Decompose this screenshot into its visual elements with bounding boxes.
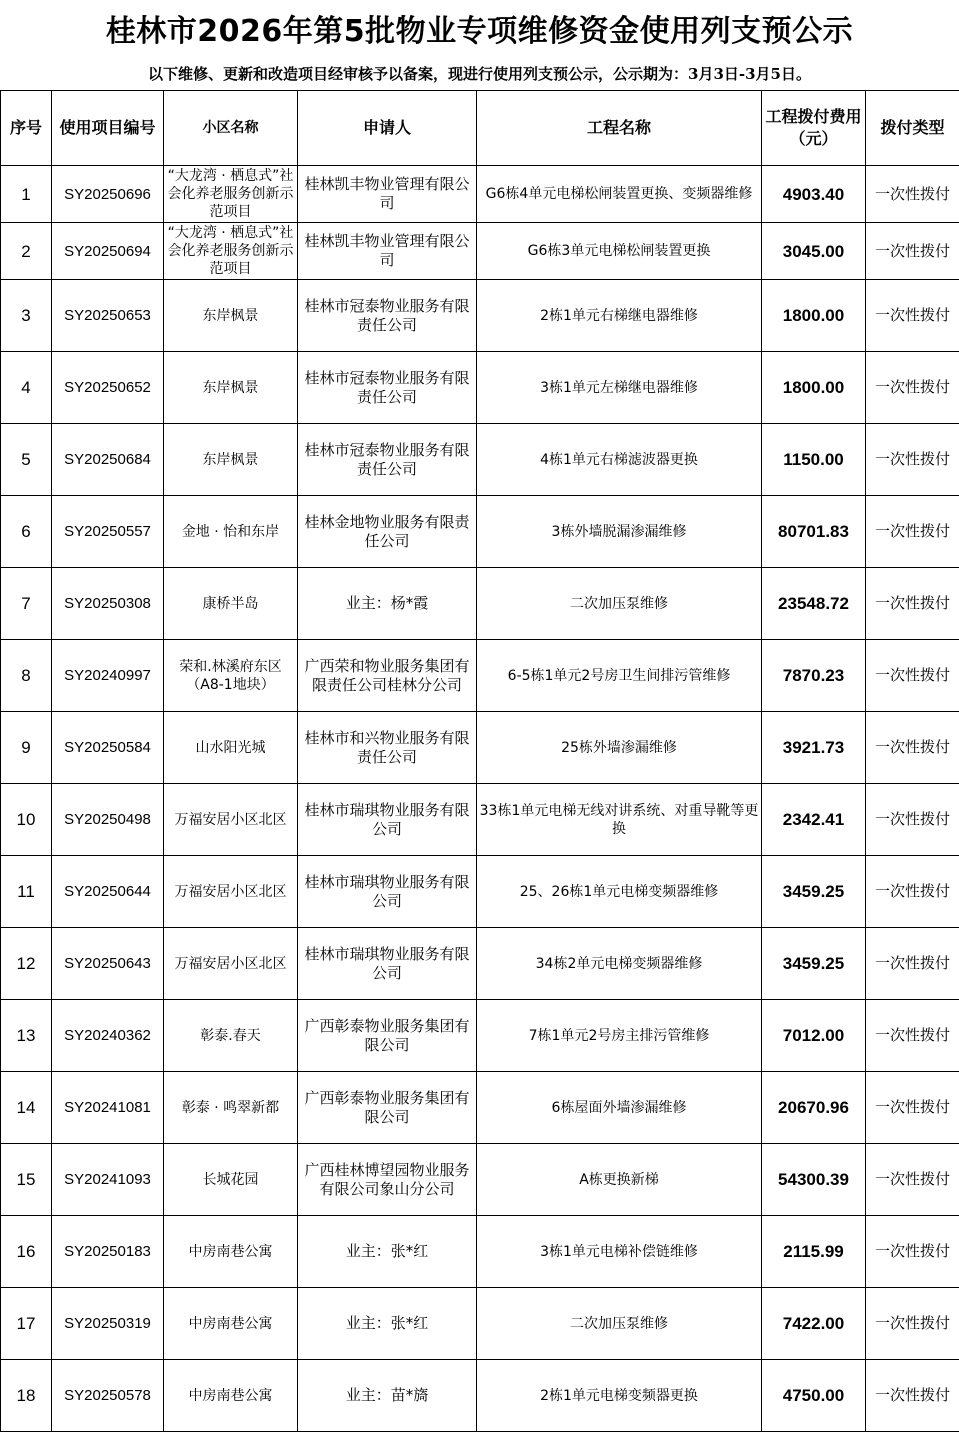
cell-fee: 4750.00 [762,1360,866,1432]
cell-applicant: 业主：杨*霞 [298,568,477,640]
cell-fee: 4903.40 [762,166,866,223]
cell-seq: 1 [1,166,52,223]
cell-project-code: SY20250498 [52,784,164,856]
cell-community: “大龙湾 · 栖息式”社会化养老服务创新示范项目 [164,166,298,223]
cell-applicant: 桂林凯丰物业管理有限公司 [298,223,477,280]
cell-applicant: 业主：苗*旖 [298,1360,477,1432]
cell-project-name: 3栋1单元左梯继电器维修 [477,352,762,424]
cell-project-name: 2栋1单元电梯变频器更换 [477,1360,762,1432]
cell-fee: 2115.99 [762,1216,866,1288]
cell-project-name: 25栋外墙渗漏维修 [477,712,762,784]
cell-fee: 7422.00 [762,1288,866,1360]
cell-payment-type: 一次性拨付 [866,1216,959,1288]
cell-project-code: SY20250578 [52,1360,164,1432]
header-project-code: 使用项目编号 [52,91,164,166]
cell-project-code: SY20241093 [52,1144,164,1216]
cell-applicant: 广西彰泰物业服务集团有限公司 [298,1072,477,1144]
cell-fee: 54300.39 [762,1144,866,1216]
cell-community: 彰泰 · 鸣翠新都 [164,1072,298,1144]
cell-project-code: SY20240362 [52,1000,164,1072]
cell-seq: 16 [1,1216,52,1288]
cell-seq: 6 [1,496,52,568]
cell-fee: 2342.41 [762,784,866,856]
cell-payment-type: 一次性拨付 [866,1144,959,1216]
cell-seq: 7 [1,568,52,640]
cell-applicant: 桂林市冠泰物业服务有限责任公司 [298,352,477,424]
cell-payment-type: 一次性拨付 [866,1000,959,1072]
table-row [1,1216,959,1288]
cell-payment-type: 一次性拨付 [866,352,959,424]
cell-project-code: SY20250557 [52,496,164,568]
header-project-name: 工程名称 [477,91,762,166]
cell-fee: 20670.96 [762,1072,866,1144]
cell-seq: 9 [1,712,52,784]
cell-payment-type: 一次性拨付 [866,166,959,223]
cell-seq: 4 [1,352,52,424]
table-row [1,784,959,856]
cell-fee: 3045.00 [762,223,866,280]
cell-project-code: SY20241081 [52,1072,164,1144]
cell-seq: 8 [1,640,52,712]
cell-applicant: 桂林凯丰物业管理有限公司 [298,166,477,223]
cell-community: 东岸枫景 [164,424,298,496]
cell-seq: 17 [1,1288,52,1360]
cell-seq: 10 [1,784,52,856]
cell-seq: 14 [1,1072,52,1144]
table-row [1,1000,959,1072]
cell-applicant: 桂林市瑞琪物业服务有限公司 [298,784,477,856]
table-row [1,1360,959,1432]
cell-applicant: 业主：张*红 [298,1216,477,1288]
cell-project-name: 3栋1单元电梯补偿链维修 [477,1216,762,1288]
header-seq: 序号 [1,91,52,166]
table-row [1,1072,959,1144]
cell-project-code: SY20250696 [52,166,164,223]
cell-project-name: 34栋2单元电梯变频器维修 [477,928,762,1000]
table-row [1,352,959,424]
table-row [1,856,959,928]
cell-project-code: SY20250644 [52,856,164,928]
table-row [1,1288,959,1360]
cell-payment-type: 一次性拨付 [866,928,959,1000]
cell-project-code: SY20250652 [52,352,164,424]
cell-applicant: 广西荣和物业服务集团有限责任公司桂林分公司 [298,640,477,712]
cell-fee: 3459.25 [762,928,866,1000]
cell-applicant: 桂林市冠泰物业服务有限责任公司 [298,280,477,352]
announcement-table [0,90,959,1432]
cell-project-name: 二次加压泵维修 [477,1288,762,1360]
cell-fee: 1150.00 [762,424,866,496]
cell-project-code: SY20250308 [52,568,164,640]
page-title: 桂林市2026年第5批物业专项维修资金使用列支预公示 [105,14,854,49]
cell-applicant: 桂林市瑞琪物业服务有限公司 [298,928,477,1000]
cell-payment-type: 一次性拨付 [866,1360,959,1432]
cell-fee: 23548.72 [762,568,866,640]
header-payment-type: 拨付类型 [866,91,959,166]
cell-project-name: 6-5栋1单元2号房卫生间排污管维修 [477,640,762,712]
cell-applicant: 广西彰泰物业服务集团有限公司 [298,1000,477,1072]
cell-project-name: 3栋外墙脱漏渗漏维修 [477,496,762,568]
cell-community: 山水阳光城 [164,712,298,784]
cell-community: 彰泰.春天 [164,1000,298,1072]
cell-payment-type: 一次性拨付 [866,223,959,280]
cell-community: 东岸枫景 [164,280,298,352]
header-applicant: 申请人 [298,91,477,166]
cell-payment-type: 一次性拨付 [866,496,959,568]
cell-payment-type: 一次性拨付 [866,568,959,640]
cell-payment-type: 一次性拨付 [866,712,959,784]
cell-community: 万福安居小区北区 [164,928,298,1000]
table-row [1,1144,959,1216]
cell-fee: 1800.00 [762,352,866,424]
cell-applicant: 桂林市和兴物业服务有限责任公司 [298,712,477,784]
table-row [1,568,959,640]
cell-payment-type: 一次性拨付 [866,280,959,352]
cell-community: 中房南巷公寓 [164,1288,298,1360]
cell-community: 金地 · 怡和东岸 [164,496,298,568]
cell-community: 长城花园 [164,1144,298,1216]
table-row [1,496,959,568]
cell-project-code: SY20240997 [52,640,164,712]
table-row [1,166,959,223]
cell-fee: 3459.25 [762,856,866,928]
cell-project-name: G6栋4单元电梯松闸装置更换、变频器维修 [477,166,762,223]
header-community: 小区名称 [164,91,298,166]
cell-community: 东岸枫景 [164,352,298,424]
cell-project-code: SY20250653 [52,280,164,352]
cell-fee: 1800.00 [762,280,866,352]
table-row [1,280,959,352]
cell-project-name: 7栋1单元2号房主排污管维修 [477,1000,762,1072]
cell-community: 中房南巷公寓 [164,1360,298,1432]
cell-seq: 11 [1,856,52,928]
cell-fee: 7870.23 [762,640,866,712]
cell-community: 万福安居小区北区 [164,784,298,856]
cell-project-code: SY20250584 [52,712,164,784]
cell-project-code: SY20250319 [52,1288,164,1360]
cell-applicant: 桂林金地物业服务有限责任公司 [298,496,477,568]
cell-applicant: 桂林市瑞琪物业服务有限公司 [298,856,477,928]
cell-project-name: 2栋1单元右梯继电器维修 [477,280,762,352]
cell-project-code: SY20250684 [52,424,164,496]
cell-community: 荣和.林溪府东区（A8-1地块） [164,640,298,712]
table-body [1,166,959,1432]
cell-project-name: 25、26栋1单元电梯变频器维修 [477,856,762,928]
header-fee: 工程拨付费用（元） [762,91,866,166]
cell-fee: 3921.73 [762,712,866,784]
cell-fee: 7012.00 [762,1000,866,1072]
cell-project-name: G6栋3单元电梯松闸装置更换 [477,223,762,280]
table-row [1,223,959,280]
cell-seq: 5 [1,424,52,496]
table-row [1,712,959,784]
table-row [1,640,959,712]
cell-seq: 15 [1,1144,52,1216]
cell-payment-type: 一次性拨付 [866,1072,959,1144]
table-row [1,424,959,496]
cell-applicant: 业主：张*红 [298,1288,477,1360]
cell-community: “大龙湾 · 栖息式”社会化养老服务创新示范项目 [164,223,298,280]
table-header-row [1,91,959,166]
cell-community: 康桥半岛 [164,568,298,640]
cell-seq: 12 [1,928,52,1000]
cell-applicant: 桂林市冠泰物业服务有限责任公司 [298,424,477,496]
cell-payment-type: 一次性拨付 [866,640,959,712]
cell-project-name: 33栋1单元电梯无线对讲系统、对重导靴等更换 [477,784,762,856]
cell-fee: 80701.83 [762,496,866,568]
table-row [1,928,959,1000]
cell-project-code: SY20250643 [52,928,164,1000]
cell-project-code: SY20250694 [52,223,164,280]
cell-payment-type: 一次性拨付 [866,1288,959,1360]
cell-seq: 3 [1,280,52,352]
cell-seq: 18 [1,1360,52,1432]
cell-project-name: 二次加压泵维修 [477,568,762,640]
cell-payment-type: 一次性拨付 [866,856,959,928]
cell-payment-type: 一次性拨付 [866,784,959,856]
notice-subtitle: 以下维修、更新和改造项目经审核予以备案，现进行使用列支预公示，公示期为：3月3日-3月5日。 [148,65,811,83]
cell-applicant: 广西桂林博望园物业服务有限公司象山分公司 [298,1144,477,1216]
cell-seq: 13 [1,1000,52,1072]
cell-payment-type: 一次性拨付 [866,424,959,496]
cell-project-name: A栋更换新梯 [477,1144,762,1216]
cell-community: 中房南巷公寓 [164,1216,298,1288]
cell-community: 万福安居小区北区 [164,856,298,928]
cell-project-name: 6栋屋面外墙渗漏维修 [477,1072,762,1144]
cell-seq: 2 [1,223,52,280]
cell-project-code: SY20250183 [52,1216,164,1288]
cell-project-name: 4栋1单元右梯滤波器更换 [477,424,762,496]
